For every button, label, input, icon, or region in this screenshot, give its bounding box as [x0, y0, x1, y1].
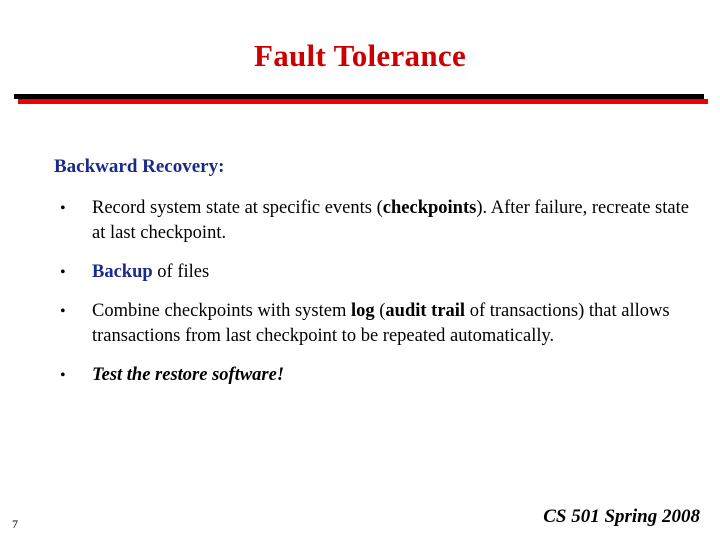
bullet-text-part: ). After failure, recreate state at last checkpoint.	[92, 198, 689, 243]
bullet-text-part: Backup	[92, 262, 153, 282]
list-item	[54, 260, 694, 285]
title-divider	[14, 94, 708, 105]
bullet-text	[92, 363, 694, 388]
bullet-text-part: checkpoints	[382, 198, 477, 218]
bullet-text-part: Combine checkpoints with system	[92, 301, 351, 321]
bullet-list	[54, 196, 694, 402]
list-item	[54, 363, 694, 388]
bullet-marker: •	[60, 303, 66, 320]
bullet-text-part: of transactions) that allows transactions from last checkpoint to be repeated automatically.	[92, 301, 670, 346]
bullet-marker: •	[60, 200, 66, 217]
list-item	[54, 196, 694, 246]
bullet-marker: •	[60, 264, 66, 281]
section-subheading: Backward Recovery:	[54, 156, 225, 177]
bullet-text	[92, 196, 694, 246]
bullet-text-part: Test the restore software!	[92, 365, 285, 385]
bullet-marker: •	[60, 367, 66, 384]
bullet-text	[92, 299, 694, 349]
footer-course-label: CS 501 Spring 2008	[543, 506, 700, 527]
page-title: Fault Tolerance	[253, 38, 467, 73]
bullet-text-part: Record system state at specific events (	[92, 198, 383, 218]
bullet-text-part: of files	[152, 262, 210, 282]
bullet-text	[92, 260, 694, 285]
bullet-text-part: (	[374, 301, 386, 321]
bullet-text-part: audit trail	[385, 301, 466, 321]
list-item	[54, 299, 694, 349]
divider-red-bar	[18, 99, 708, 104]
bullet-text-part: log	[350, 301, 375, 321]
page-number: 7	[12, 517, 18, 531]
